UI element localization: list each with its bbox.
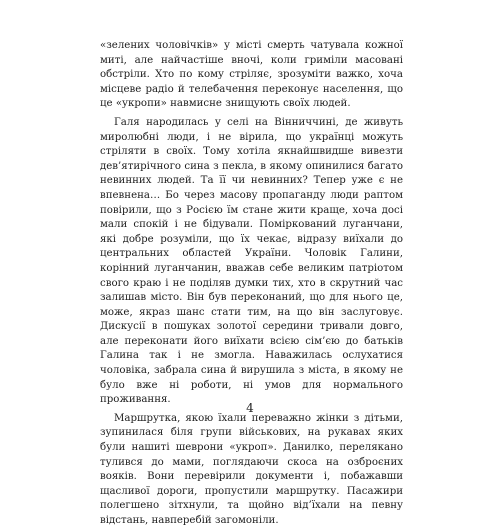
page-number: 4 xyxy=(246,401,254,415)
paragraph-3: Маршрутка, якою їхали переважно жінки з дітьми, зупинилася біля групи військових, на рукавах яких були нашиті шеврони «укроп». Данилко, переляканo тулився до мами, поглядаючи скоса на озброєних вояків. Вони перевірили документи і, побажавши щасливої дороги, пропустили маршрутку. Пасажири полегшено зітхнули, та щойно від’їхали на певну відстань, навперебій загомоніли. xyxy=(100,412,403,526)
paragraph-2: Галя народилась у селі на Вінниччині, де живуть миролюбні люди, і не вірила, що українці можуть стріляти в своїх. Тому хотіла якнайшвидше вивезти дев’ятирічного сина з пекла, в якому опинилися багато невинних людей. Та її чи невинних? Тепер уже є не впевнена… Бо через масову пропаганду люди раптом повірили, що з Росією їм стане жити краще, хоча досі мали спокій і не бідували. Поміркований луганчани, які добре розуміли, що їх чекає, відразу виїхали до центральних областей України. Чоловік Галини, корінний луганчанин, вважав себе великим патріотом свого краю і не поділяв думки тих, хто в скрутний час залишав місто. Він був переконаний, що для нього це, може, якраз шанс стати тим, на що він заслуговує. Дискусії в пошуках золотої середини тривали довго, але переконати його виїхати всією сім’єю до батьків Галина так і не змогла. Наважилась ослухатися чоловіка, забрала сина й вирушила з міста, в якому не було вже ні роботи, ні умов для нормального проживання. xyxy=(100,116,403,406)
book-page-text xyxy=(100,39,403,529)
paragraph-1: «зелених чоловічків» у місті смерть чатувала кожної миті, але найчастіше вночі, коли гриміли масовані обстріли. Хто по кому стріляє, зрозуміти важко, хоча місцеве радіо й телебачення переконує населення, що це «укропи» навмисне знищують своїх людей. xyxy=(100,40,403,110)
